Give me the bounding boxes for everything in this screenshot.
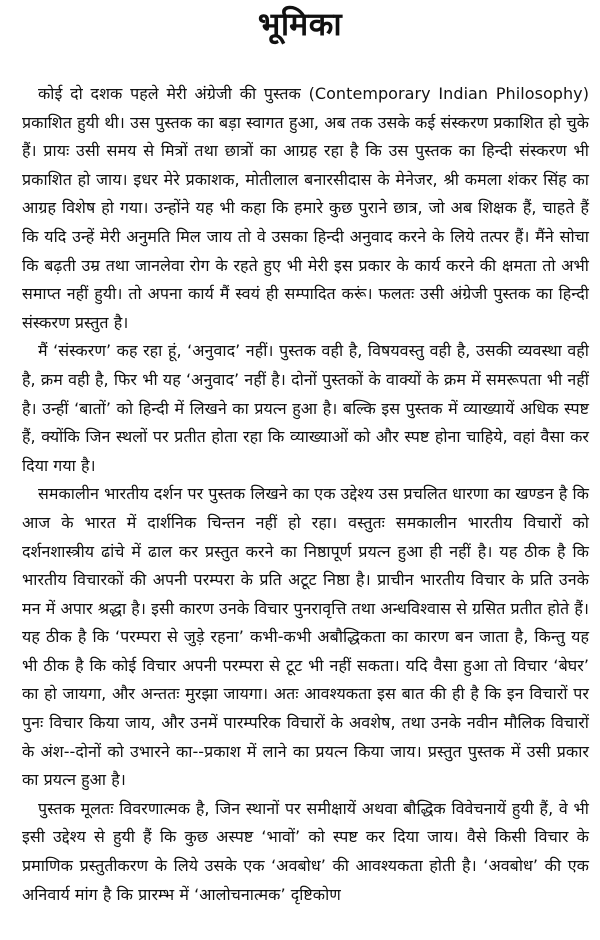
paragraph-3: समकालीन भारतीय दर्शन पर पुस्तक लिखने का एक उद्देश्य उस प्रचलित धारणा का खण्डन है कि आज के भारत में दार्शनिक चिन्तन नहीं हो रहा। वस्तुतः समकालीन भारतीय विचारों को दर्शनशास्त्रीय ढांचे में ढाल कर प्रस्तुत करने का निष्ठापूर्ण प्रयत्न हुआ ही नहीं है। यह ठीक है कि भारतीय विचारकों की अपनी परम्परा के प्रति अटूट निष्ठा है। प्राचीन भारतीय विचार के प्रति उनके मन में अपार श्रद्धा है। इसी कारण उनके विचार पुनरावृत्ति तथा अन्धविश्वास से ग्रसित प्रतीत होते हैं। यह ठीक है कि ‘परम्परा से जुड़े रहना’ कभी-कभी अबौद्धिकता का कारण बन जाता है, किन्तु यह भी ठीक है कि कोई विचार अपनी परम्परा से टूट भी नहीं सकता। यदि वैसा हुआ तो विचार ‘बेघर’ का हो जायगा, और अन्ततः मुरझा जायगा। अतः आवश्यकता इस बात की ही है कि इन विचारों पर पुनः विचार किया जाय, और उनमें पारम्परिक विचारों के अवशेष, तथा उनके नवीन मौलिक विचारों के अंश--दोनों को उभारने का--प्रकाश में लाने का प्रयत्न किया जाय। प्रस्तुत पुस्तक में उसी प्रकार का प्रयत्न हुआ है। [22,484,589,790]
page-title: भूमिका [257,5,343,43]
paragraph-4: पुस्तक मूलतः विवरणात्मक है, जिन स्थानों पर समीक्षायें अथवा बौद्धिक विवेचनायें हुयी हैं, वे भी इसी उद्देश्य से हुयी हैं कि कुछ अस्पष्ट ‘भावों’ को स्पष्ट कर दिया जाय। वैसे किसी विचार के प्रमाणिक प्रस्तुतीकरण के लिये उसके एक ‘अवबोध’ की आवश्यकता होती है। ‘अवबोध’ की एक अनिवार्य मांग है कि प्रारम्भ में ‘आलोचनात्मक’ दृष्टिकोण [22,798,589,904]
body-text [22,80,589,909]
paragraph-2: मैं ‘संस्करण’ कह रहा हूं, ‘अनुवाद’ नहीं। पुस्तक वही है, विषयवस्तु वही है, उसकी व्यवस्था वही है, क्रम वही है, फिर भी यह ‘अनुवाद’ नहीं है। दोनों पुस्तकों के वाक्यों के क्रम में समरूपता भी नहीं है। उन्हीं ‘बातों’ को हिन्दी में लिखने का प्रयत्न हुआ है। बल्कि इस पुस्तक में व्याख्यायें अधिक स्पष्ट हैं, क्योंकि जिन स्थलों पर प्रतीत होता रहा कि व्याख्याओं को और स्पष्ट होना चाहिये, वहां वैसा कर दिया गया है। [22,341,589,475]
paragraph-1: कोई दो दशक पहले मेरी अंग्रेजी की पुस्तक (Contemporary Indian Philosophy) प्रकाशित हुयी थी। उस पुस्तक का बड़ा स्वागत हुआ, अब तक उसके कई संस्करण प्रकाशित हो चुके हैं। प्रायः उसी समय से मित्रों तथा छात्रों का आग्रह रहा है कि उस पुस्तक का हिन्दी संस्करण भी प्रकाशित हो जाय। इधर मेरे प्रकाशक, मोतीलाल बनारसीदास के मेनेजर, श्री कमला शंकर सिंह का आग्रह विशेष हो गया। उन्होंने यह भी कहा कि हमारे कुछ पुराने छात्र, जो अब शिक्षक हैं, चाहते हैं कि यदि उन्हें मेरी अनुमति मिल जाय तो वे उसका हिन्दी अनुवाद करने के लिये तत्पर हैं। मैंने सोचा कि बढ़ती उम्र तथा जानलेवा रोग के रहते हुए भी मेरी इस प्रकार के कार्य करने की क्षमता तो अभी समाप्त नहीं हुयी। तो अपना कार्य मैं स्वयं ही सम्पादित करूं। फलतः उसी अंग्रेजी पुस्तक का हिन्दी संस्करण प्रस्तुत है। [22,84,589,332]
